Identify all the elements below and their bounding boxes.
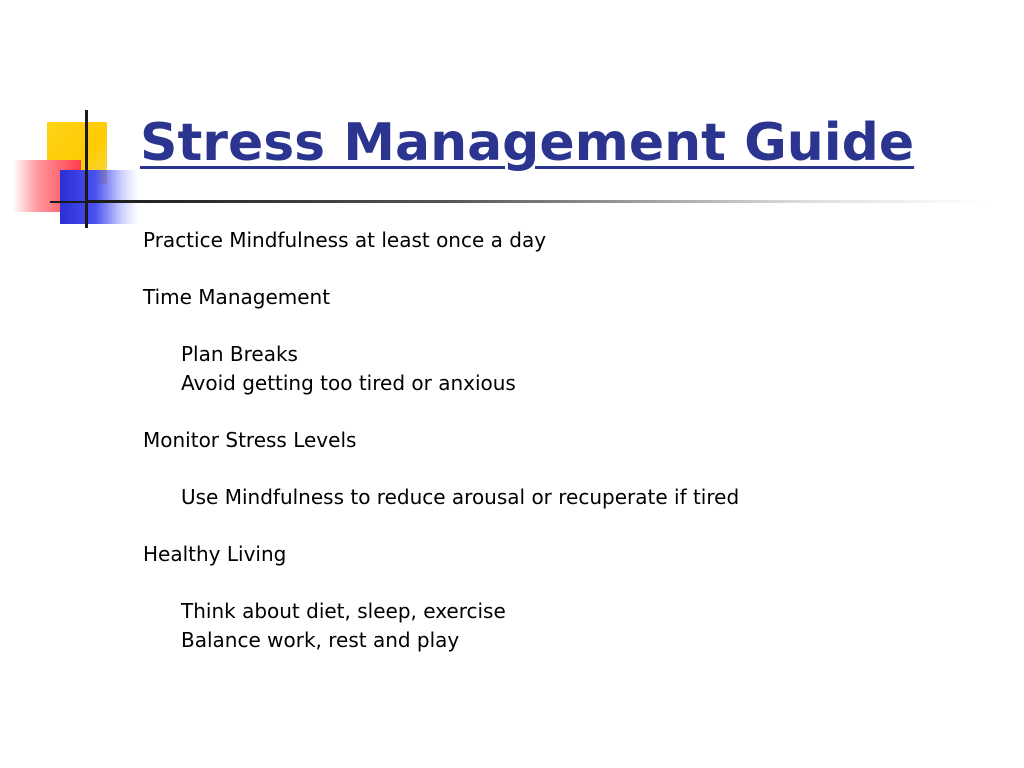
sub-bullet-item: Plan Breaks xyxy=(181,342,298,366)
bullet-item: Healthy Living xyxy=(143,542,287,566)
slide-body xyxy=(143,226,1003,655)
vertical-line xyxy=(85,110,88,228)
slide-title: Stress Management Guide xyxy=(140,113,915,173)
sub-bullet-item: Think about diet, sleep, exercise xyxy=(181,599,506,623)
bullet-item: Monitor Stress Levels xyxy=(143,428,357,452)
sub-bullet-item: Avoid getting too tired or anxious xyxy=(181,371,516,395)
blue-square-shape xyxy=(60,170,138,224)
decorative-logo xyxy=(0,0,160,240)
bullet-item: Time Management xyxy=(143,285,331,309)
sub-bullet-item: Use Mindfulness to reduce arousal or recuperate if tired xyxy=(181,485,740,509)
title-rule xyxy=(88,200,988,203)
bullet-item: Practice Mindfulness at least once a day xyxy=(143,228,547,252)
sub-bullet-item: Balance work, rest and play xyxy=(181,628,460,652)
